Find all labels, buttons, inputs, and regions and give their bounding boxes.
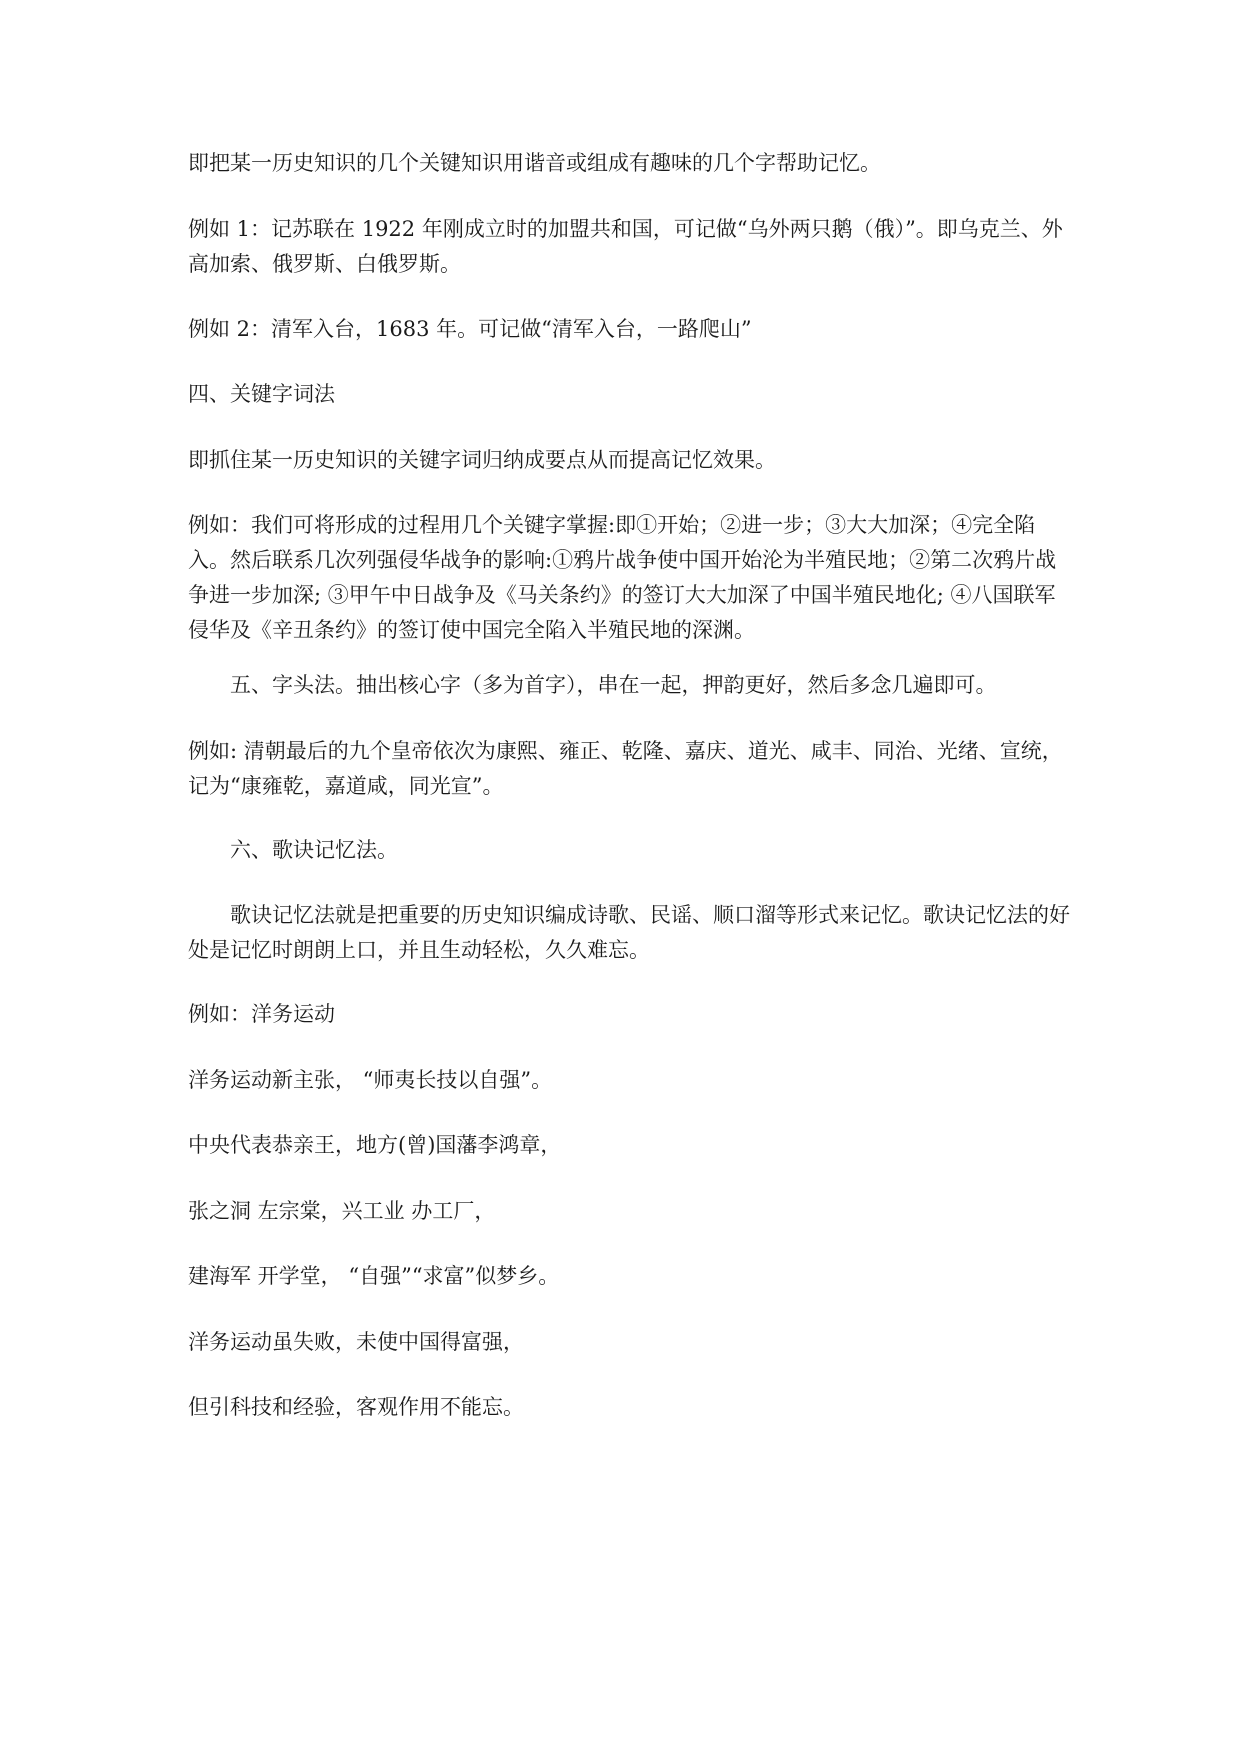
- section-heading-rhyme-method: 六、歌诀记忆法。: [230, 838, 398, 862]
- section-heading-keyword-method: 四、关键字词法: [188, 382, 335, 406]
- poem-line-6: 但引科技和经验，客观作用不能忘。: [188, 1395, 524, 1419]
- poem-line-3: 张之洞 左宗棠，兴工业 办工厂，: [188, 1199, 496, 1223]
- paragraph-qing-emperors-example: 例如: 清朝最后的九个皇帝依次为康熙、雍正、乾隆、嘉庆、道光、咸丰、同治、光绪、宣统，记为“康雍乾，嘉道咸，同光宣”。: [188, 739, 1063, 798]
- poem-line-4: 建海军 开学堂， “自强”“求富”似梦乡。: [188, 1264, 560, 1288]
- paragraph-rhyme-example-title: 例如：洋务运动: [188, 1002, 335, 1026]
- paragraph-keyword-example: 例如：我们可将形成的过程用几个关键字掌握:即①开始；②进一步；③大大加深；④完全陷入。然后联系几次列强侵华战争的影响:①鸦片战争使中国开始沦为半殖民地；②第二次鸦片战争进一步加深; ③甲午中日战争及《马关条约》的签订大大加深了中国半殖民地化; ④八国联军侵华及《辛丑条约》的签订使中国完全陷入半殖民地的深渊。: [188, 513, 1057, 642]
- poem-line-1: 洋务运动新主张， “师夷长技以自强”。: [188, 1068, 553, 1092]
- paragraph-keyword-intro: 即抓住某一历史知识的关键字词归纳成要点从而提高记忆效果。: [188, 448, 776, 472]
- paragraph-rhyme-intro: 歌诀记忆法就是把重要的历史知识编成诗歌、民谣、顺口溜等形式来记忆。歌诀记忆法的好处是记忆时朗朗上口，并且生动轻松，久久难忘。: [188, 903, 1070, 962]
- poem-line-5: 洋务运动虽失败，未使中国得富强，: [188, 1330, 524, 1354]
- paragraph-homophone-intro: 即把某一历史知识的几个关键知识用谐音或组成有趣味的几个字帮助记忆。: [188, 151, 881, 175]
- section-heading-initial-letter-method: 五、字头法。抽出核心字（多为首字），串在一起，押韵更好，然后多念几遍即可。: [230, 673, 997, 697]
- paragraph-example-2: 例如 2：清军入台，1683 年。可记做“清军入台，一路爬山”: [188, 317, 752, 341]
- paragraph-example-1: 例如 1：记苏联在 1922 年刚成立时的加盟共和国，可记做“乌外两只鹅（俄）”。即乌克兰、外高加索、俄罗斯、白俄罗斯。: [188, 217, 1063, 276]
- poem-line-2: 中央代表恭亲王，地方(曾)国藩李鸿章，: [188, 1133, 562, 1157]
